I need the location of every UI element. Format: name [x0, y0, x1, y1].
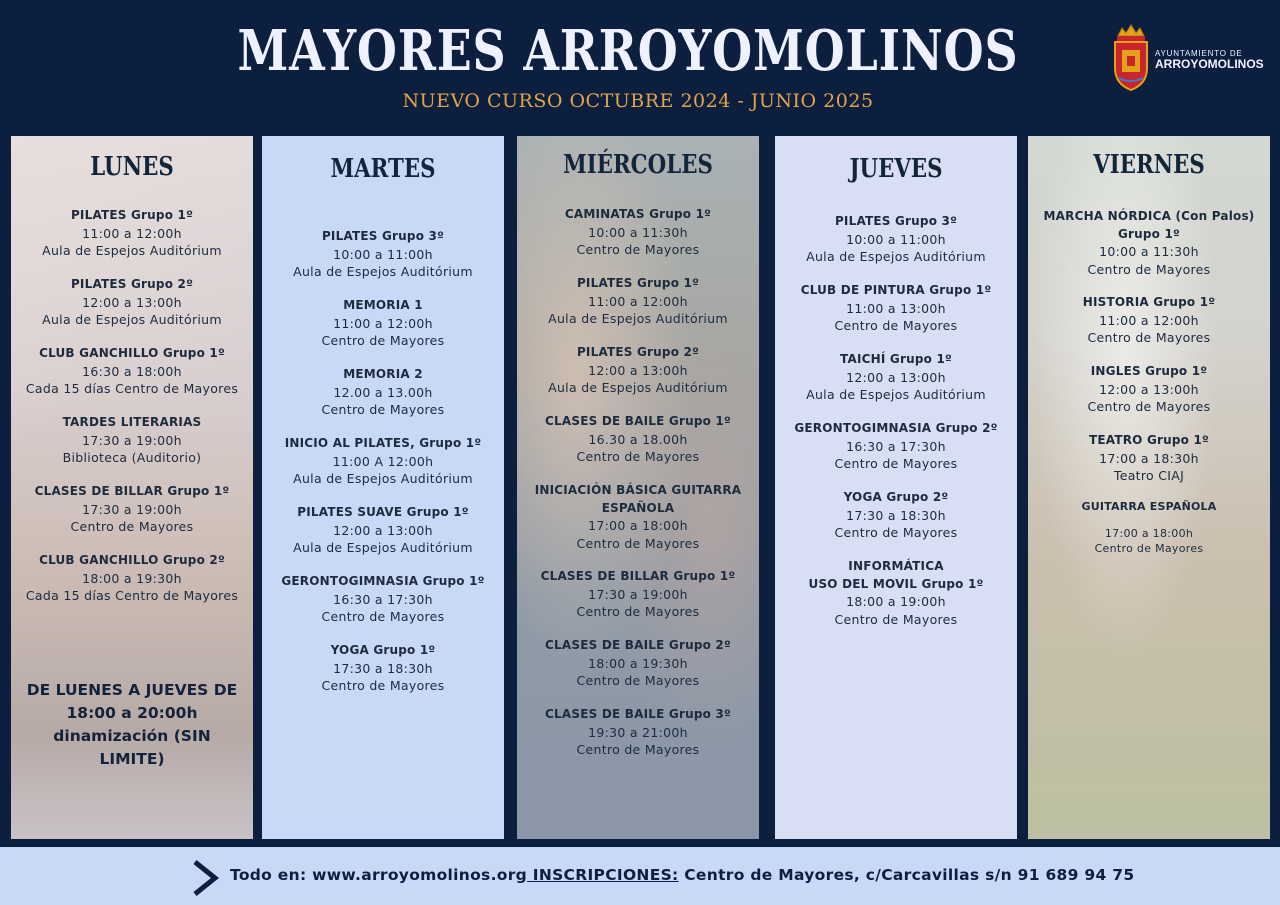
day-column-martes	[262, 136, 504, 839]
activity: TAICHÍ Grupo 1º 12:00 a 13:00h Aula de Espejos Auditórium	[806, 352, 986, 402]
activity: PILATES Grupo 3º 10:00 a 11:00h Aula de Espejos Auditórium	[806, 214, 986, 264]
activity: TARDES LITERARIAS 17:30 a 19:00h Biblioteca (Auditorio)	[62, 415, 202, 465]
activity: GERONTOGIMNASIA Grupo 2º 16:30 a 17:30h Centro de Mayores	[794, 421, 998, 471]
website-link[interactable]: Todo en: www.arroyomolinos.org	[230, 866, 528, 884]
inscripciones-label: INSCRIPCIONES:	[527, 866, 679, 884]
activity: CLUB DE PINTURA Grupo 1º 11:00 a 13:00h Centro de Mayores	[800, 283, 992, 333]
activity: CLASES DE BAILE Grupo 2º 18:00 a 19:30h Centro de Mayores	[545, 638, 731, 688]
activity: INFORMÁTICA USO DEL MOVIL Grupo 1º 18:00 a 19:00h Centro de Mayores	[808, 559, 984, 627]
day-column-viernes	[1028, 136, 1270, 839]
contact-address: Centro de Mayores, c/Carcavillas s/n 91 689 94 75	[678, 866, 1135, 884]
activity: INICIACIÓN BÁSICA GUITARRA ESPAÑOLA 17:00 a 18:00h Centro de Mayores	[534, 483, 742, 551]
activity: CLASES DE BILLAR Grupo 1º 17:30 a 19:00h Centro de Mayores	[540, 569, 736, 619]
activity: YOGA Grupo 2º 17:30 a 18:30h Centro de Mayores	[834, 490, 958, 540]
activity: PILATES Grupo 2º 12:00 a 13:00h Aula de Espejos Auditórium	[548, 345, 728, 395]
coat-of-arms-icon	[1108, 22, 1154, 94]
activity: CLASES DE BILLAR Grupo 1º 17:30 a 19:00h Centro de Mayores	[34, 484, 230, 534]
activity: CAMINATAS Grupo 1º 10:00 a 11:30h Centro de Mayores	[564, 207, 712, 257]
logo-line-2: ARROYOMOLINOS	[1155, 57, 1264, 71]
chevron-right-icon	[190, 859, 220, 897]
activity: TEATRO Grupo 1º 17:00 a 18:30h Teatro CIAJ	[1089, 433, 1209, 483]
activity: GUITARRA ESPAÑOLA 17:00 a 18:00h Centro de Mayores	[1081, 500, 1217, 555]
day-title: VIERNES	[1093, 150, 1205, 180]
activity: MEMORIA 2 12.00 a 13.00h Centro de Mayores	[321, 367, 445, 417]
activity: YOGA Grupo 1º 17:30 a 18:30h Centro de Mayores	[321, 643, 445, 693]
activity: PILATES Grupo 2º 12:00 a 13:00h Aula de Espejos Auditórium	[42, 277, 222, 327]
activity: MEMORIA 1 11:00 a 12:00h Centro de Mayores	[321, 298, 445, 348]
activity: GERONTOGIMNASIA Grupo 1º 16:30 a 17:30h Centro de Mayores	[281, 574, 485, 624]
footer-bar	[0, 847, 1280, 905]
day-column-miercoles	[517, 136, 759, 839]
day-column-jueves	[775, 136, 1017, 839]
activity: CLUB GANCHILLO Grupo 1º 16:30 a 18:00h Cada 15 días Centro de Mayores	[25, 346, 239, 396]
dinamizacion-note: DE LUENES A JUEVES DE 18:00 a 20:00h dinamización (SIN LIMITE)	[26, 681, 238, 768]
day-title: MARTES	[330, 154, 436, 184]
activity: CLASES DE BAILE Grupo 1º 16.30 a 18.00h Centro de Mayores	[545, 414, 731, 464]
activity: PILATES Grupo 1º 11:00 a 12:00h Aula de Espejos Auditórium	[42, 208, 222, 258]
activity: PILATES Grupo 1º 11:00 a 12:00h Aula de Espejos Auditórium	[548, 276, 728, 326]
activity: PILATES SUAVE Grupo 1º 12:00 a 13:00h Aula de Espejos Auditórium	[293, 505, 473, 555]
activity: HISTORIA Grupo 1º 11:00 a 12:00h Centro de Mayores	[1082, 295, 1216, 345]
day-title: LUNES	[90, 152, 174, 182]
activity: PILATES Grupo 3º 10:00 a 11:00h Aula de Espejos Auditórium	[293, 229, 473, 279]
activity: CLASES DE BAILE Grupo 3º 19:30 a 21:00h Centro de Mayores	[545, 707, 731, 757]
activity: INICIO AL PILATES, Grupo 1º 11:00 A 12:00h Aula de Espejos Auditórium	[284, 436, 482, 486]
page-title: MAYORES ARROYOMOLINOS	[237, 18, 1019, 84]
day-column-lunes	[11, 136, 253, 839]
activity: INGLES Grupo 1º 12:00 a 13:00h Centro de Mayores	[1087, 364, 1211, 414]
activity: MARCHA NÓRDICA (Con Palos) Grupo 1º 10:00 a 11:30h Centro de Mayores	[1043, 209, 1255, 277]
day-title: MIÉRCOLES	[563, 150, 713, 180]
day-title: JUEVES	[849, 154, 943, 184]
activity: CLUB GANCHILLO Grupo 2º 18:00 a 19:30h Cada 15 días Centro de Mayores	[25, 553, 239, 603]
footer-info	[230, 866, 1134, 884]
municipal-logo	[1108, 22, 1264, 98]
page-subtitle: NUEVO CURSO OCTUBRE 2024 - JUNIO 2025	[402, 90, 874, 112]
logo-line-1: AYUNTAMIENTO DE	[1155, 49, 1243, 58]
